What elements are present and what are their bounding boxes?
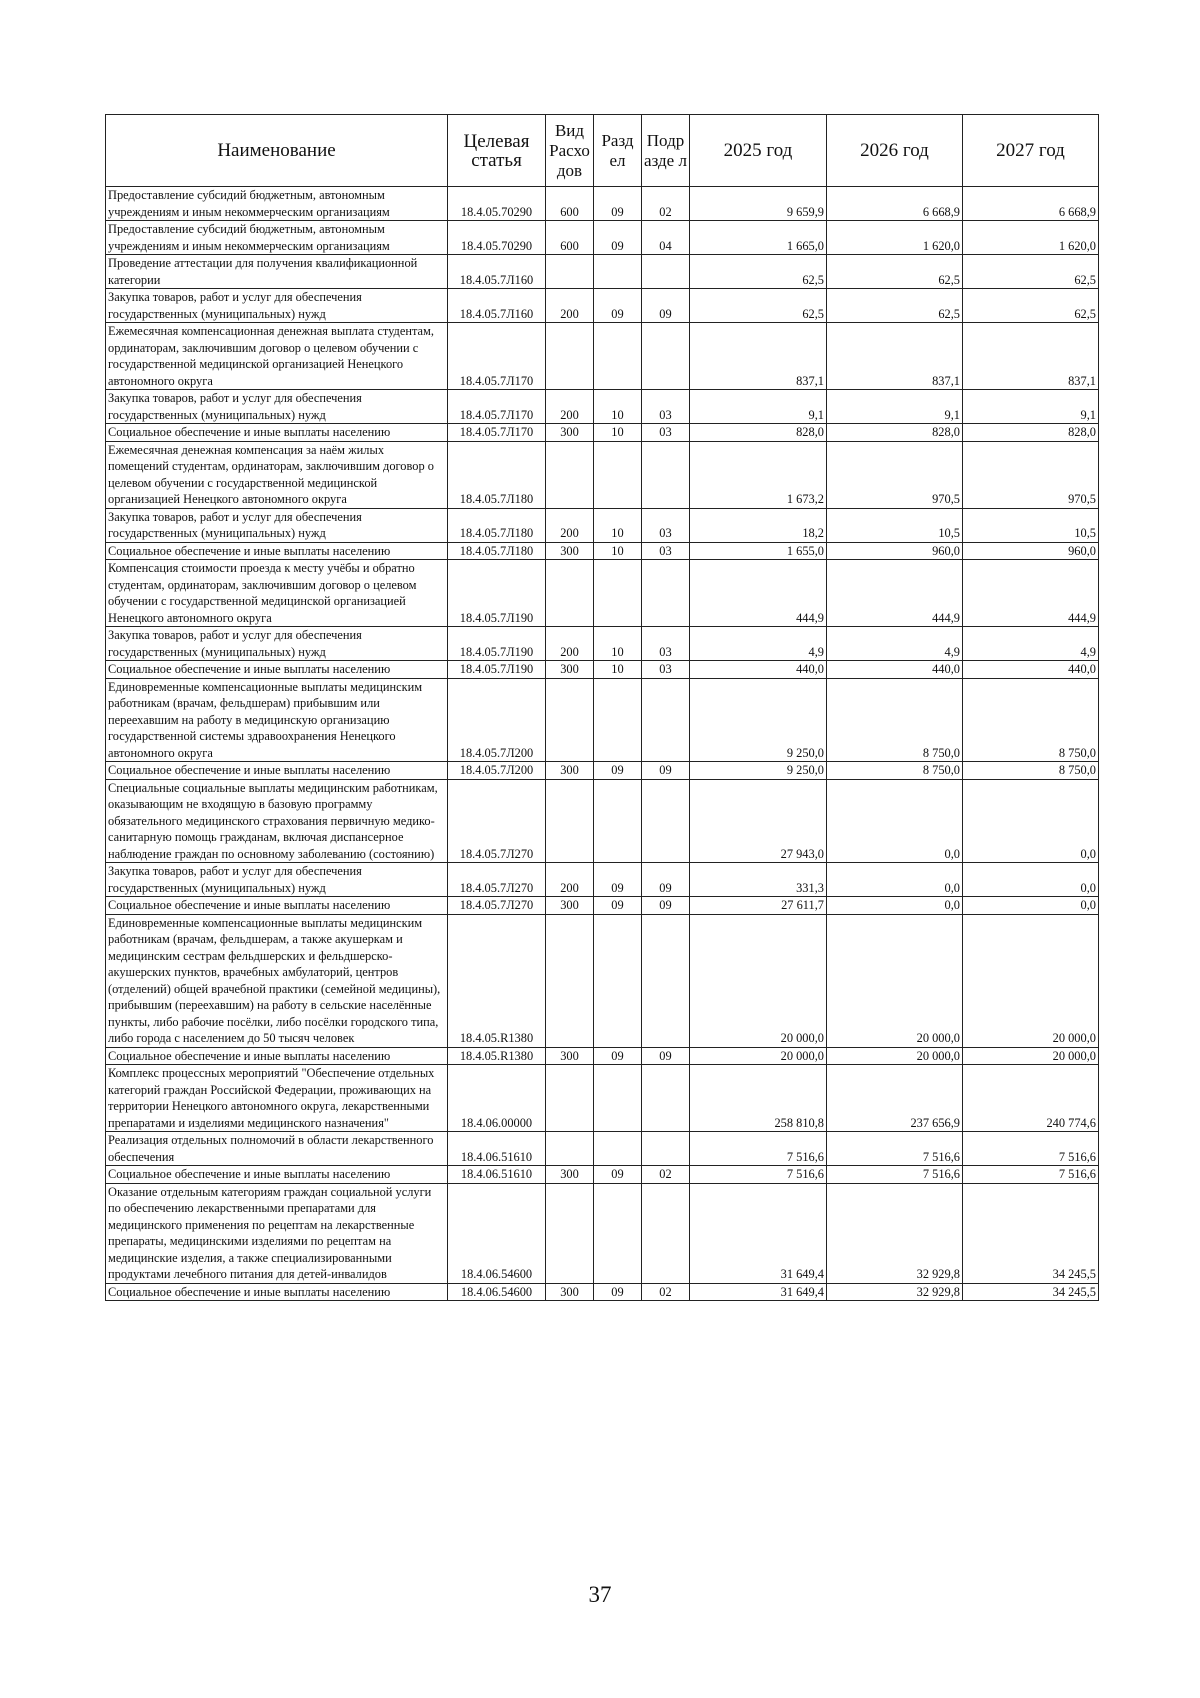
row-section-cell: 10 (594, 542, 642, 560)
row-subsection-cell: 03 (642, 508, 690, 542)
row-2026-cell: 8 750,0 (827, 762, 963, 780)
row-expense-type-cell: 300 (546, 762, 594, 780)
row-section-cell: 09 (594, 289, 642, 323)
row-target-cell: 18.4.05.7Л270 (448, 779, 546, 863)
row-subsection-cell (642, 914, 690, 1047)
row-subsection-cell: 02 (642, 1283, 690, 1301)
page-number: 37 (588, 1582, 612, 1607)
header-2025: 2025 год (690, 115, 827, 187)
row-2026-cell: 0,0 (827, 779, 963, 863)
table-body (106, 187, 1099, 1301)
table-row (106, 221, 1099, 255)
row-target-cell: 18.4.05.7Л190 (448, 661, 546, 679)
row-name-cell: Социальное обеспечение и иные выплаты населению (106, 897, 448, 915)
table-row (106, 1065, 1099, 1132)
row-subsection-cell (642, 323, 690, 390)
row-2027-cell: 837,1 (963, 323, 1099, 390)
row-2027-cell: 7 516,6 (963, 1166, 1099, 1184)
row-2025-cell: 444,9 (690, 560, 827, 627)
row-name-cell: Социальное обеспечение и иные выплаты населению (106, 1166, 448, 1184)
row-2026-cell: 10,5 (827, 508, 963, 542)
table-row (106, 678, 1099, 762)
row-section-cell: 10 (594, 661, 642, 679)
row-2027-cell: 1 620,0 (963, 221, 1099, 255)
budget-table (105, 114, 1099, 1301)
row-2025-cell: 331,3 (690, 863, 827, 897)
row-target-cell: 18.4.06.00000 (448, 1065, 546, 1132)
table-row (106, 1183, 1099, 1283)
row-2027-cell: 34 245,5 (963, 1183, 1099, 1283)
row-2026-cell: 1 620,0 (827, 221, 963, 255)
row-2027-cell: 0,0 (963, 897, 1099, 915)
row-expense-type-cell (546, 678, 594, 762)
table-row (106, 508, 1099, 542)
header-2026: 2026 год (827, 115, 963, 187)
row-2027-cell: 444,9 (963, 560, 1099, 627)
row-2027-cell: 34 245,5 (963, 1283, 1099, 1301)
row-target-cell: 18.4.05.7Л160 (448, 289, 546, 323)
row-target-cell: 18.4.05.7Л170 (448, 323, 546, 390)
row-subsection-cell: 02 (642, 1166, 690, 1184)
row-2026-cell: 960,0 (827, 542, 963, 560)
row-subsection-cell: 09 (642, 762, 690, 780)
row-target-cell: 18.4.05.7Л180 (448, 542, 546, 560)
row-expense-type-cell (546, 255, 594, 289)
row-2025-cell: 18,2 (690, 508, 827, 542)
row-2026-cell: 970,5 (827, 441, 963, 508)
row-subsection-cell (642, 255, 690, 289)
row-2026-cell: 4,9 (827, 627, 963, 661)
row-name-cell: Социальное обеспечение и иные выплаты населению (106, 1283, 448, 1301)
row-section-cell (594, 1065, 642, 1132)
row-section-cell: 09 (594, 762, 642, 780)
row-expense-type-cell: 300 (546, 1047, 594, 1065)
row-target-cell: 18.4.06.54600 (448, 1283, 546, 1301)
row-2026-cell: 0,0 (827, 897, 963, 915)
row-2027-cell: 20 000,0 (963, 1047, 1099, 1065)
row-2026-cell: 8 750,0 (827, 678, 963, 762)
table-row (106, 779, 1099, 863)
row-subsection-cell: 09 (642, 897, 690, 915)
row-name-cell: Социальное обеспечение и иные выплаты населению (106, 1047, 448, 1065)
row-target-cell: 18.4.05.7Л160 (448, 255, 546, 289)
row-section-cell: 09 (594, 187, 642, 221)
row-2027-cell: 4,9 (963, 627, 1099, 661)
row-2025-cell: 9 250,0 (690, 678, 827, 762)
row-2027-cell: 0,0 (963, 863, 1099, 897)
row-target-cell: 18.4.06.51610 (448, 1166, 546, 1184)
table-row (106, 897, 1099, 915)
row-2027-cell: 0,0 (963, 779, 1099, 863)
row-target-cell: 18.4.05.7Л180 (448, 508, 546, 542)
row-2026-cell: 828,0 (827, 424, 963, 442)
row-2026-cell: 32 929,8 (827, 1283, 963, 1301)
header-row (106, 115, 1099, 187)
row-2025-cell: 1 655,0 (690, 542, 827, 560)
row-2025-cell: 7 516,6 (690, 1166, 827, 1184)
row-section-cell (594, 678, 642, 762)
row-target-cell: 18.4.05.7Л200 (448, 678, 546, 762)
row-section-cell (594, 779, 642, 863)
row-2026-cell: 20 000,0 (827, 914, 963, 1047)
row-2026-cell: 837,1 (827, 323, 963, 390)
row-section-cell: 09 (594, 897, 642, 915)
table-row (106, 627, 1099, 661)
row-2025-cell: 20 000,0 (690, 914, 827, 1047)
row-name-cell: Ежемесячная денежная компенсация за наём жилых помещений студентам, ординаторам, заключившим договор о целевом обучении с государственной медицинской организацией Ненецкого автономного округа (106, 441, 448, 508)
row-expense-type-cell (546, 441, 594, 508)
row-2027-cell: 828,0 (963, 424, 1099, 442)
row-name-cell: Проведение аттестации для получения квалификационной категории (106, 255, 448, 289)
table-row (106, 863, 1099, 897)
row-name-cell: Единовременные компенсационные выплаты медицинским работникам (врачам, фельдшерам, а также акушеркам и медицинским сестрам фельдшерских и фельдшерско-акушерских пунктов, врачебных амбулаторий, центров (отделений) общей врачебной практики (семейной медицины), прибывшим (переехавшим) на работу в сельские населённые пункты, либо рабочие посёлки, либо посёлки городского типа, либо города с населением до 50 тысяч человек (106, 914, 448, 1047)
row-2025-cell: 440,0 (690, 661, 827, 679)
table-row (106, 323, 1099, 390)
row-name-cell: Единовременные компенсационные выплаты медицинским работникам (врачам, фельдшерам) прибывшим или переехавшим на работу в медицинскую организацию государственной системы здравоохранения Ненецкого автономного округа (106, 678, 448, 762)
table-row (106, 914, 1099, 1047)
row-subsection-cell: 09 (642, 1047, 690, 1065)
row-name-cell: Реализация отдельных полномочий в области лекарственного обеспечения (106, 1132, 448, 1166)
header-section: Разд ел (594, 115, 642, 187)
table-row (106, 1166, 1099, 1184)
row-section-cell: 09 (594, 221, 642, 255)
row-2025-cell: 27 943,0 (690, 779, 827, 863)
row-2026-cell: 440,0 (827, 661, 963, 679)
row-expense-type-cell: 200 (546, 508, 594, 542)
row-2026-cell: 237 656,9 (827, 1065, 963, 1132)
row-section-cell (594, 255, 642, 289)
row-2027-cell: 970,5 (963, 441, 1099, 508)
row-name-cell: Социальное обеспечение и иные выплаты населению (106, 542, 448, 560)
row-2025-cell: 1 673,2 (690, 441, 827, 508)
row-expense-type-cell: 200 (546, 390, 594, 424)
row-target-cell: 18.4.06.51610 (448, 1132, 546, 1166)
row-subsection-cell: 03 (642, 627, 690, 661)
header-name: Наименование (106, 115, 448, 187)
row-expense-type-cell: 300 (546, 424, 594, 442)
row-section-cell: 10 (594, 508, 642, 542)
row-2026-cell: 0,0 (827, 863, 963, 897)
row-subsection-cell (642, 1183, 690, 1283)
row-section-cell (594, 914, 642, 1047)
row-2025-cell: 31 649,4 (690, 1183, 827, 1283)
row-2027-cell: 9,1 (963, 390, 1099, 424)
header-subsection: Подр азде л (642, 115, 690, 187)
table-row (106, 424, 1099, 442)
row-name-cell: Компенсация стоимости проезда к месту учёбы и обратно студентам, ординаторам, заключившим договор о целевом обучении с государственной медицинской организацией Ненецкого автономного округа (106, 560, 448, 627)
row-target-cell: 18.4.05.7Л180 (448, 441, 546, 508)
row-name-cell: Социальное обеспечение и иные выплаты населению (106, 661, 448, 679)
row-expense-type-cell (546, 779, 594, 863)
row-2026-cell: 20 000,0 (827, 1047, 963, 1065)
row-section-cell: 09 (594, 1047, 642, 1065)
row-section-cell: 09 (594, 1283, 642, 1301)
row-2027-cell: 440,0 (963, 661, 1099, 679)
row-section-cell (594, 323, 642, 390)
header-expense-type: Вид Расхо дов (546, 115, 594, 187)
row-2027-cell: 8 750,0 (963, 678, 1099, 762)
row-name-cell: Оказание отдельным категориям граждан социальной услуги по обеспечению лекарственными препаратами для медицинского применения по рецептам на лекарственные препараты, медицинскими изделиями по рецептам на медицинские изделия, а также специализированными продуктами лечебного питания для детей-инвалидов (106, 1183, 448, 1283)
row-name-cell: Специальные социальные выплаты медицинским работникам, оказывающим не входящую в базовую программу обязательного медицинского страхования первичную медико-санитарную помощь гражданам, включая диспансерное наблюдение граждан по основному заболеванию (состоянию) (106, 779, 448, 863)
table-row (106, 661, 1099, 679)
row-subsection-cell (642, 779, 690, 863)
row-target-cell: 18.4.05.7Л170 (448, 424, 546, 442)
row-subsection-cell: 04 (642, 221, 690, 255)
row-2025-cell: 7 516,6 (690, 1132, 827, 1166)
row-subsection-cell (642, 1065, 690, 1132)
row-2025-cell: 62,5 (690, 255, 827, 289)
row-name-cell: Закупка товаров, работ и услуг для обеспечения государственных (муниципальных) нужд (106, 627, 448, 661)
row-target-cell: 18.4.05.7Л270 (448, 863, 546, 897)
row-section-cell: 09 (594, 863, 642, 897)
row-2027-cell: 62,5 (963, 255, 1099, 289)
row-expense-type-cell (546, 323, 594, 390)
table-row (106, 542, 1099, 560)
table-row (106, 762, 1099, 780)
row-2026-cell: 62,5 (827, 255, 963, 289)
row-expense-type-cell (546, 1132, 594, 1166)
row-name-cell: Комплекс процессных мероприятий "Обеспечение отдельных категорий граждан Российской Федерации, проживающих на территории Ненецкого автономного округа, лекарственными препаратами и изделиями медицинского назначения" (106, 1065, 448, 1132)
row-expense-type-cell (546, 560, 594, 627)
row-section-cell (594, 1132, 642, 1166)
row-target-cell: 18.4.05.70290 (448, 187, 546, 221)
row-subsection-cell: 03 (642, 542, 690, 560)
row-section-cell (594, 1183, 642, 1283)
row-2026-cell: 444,9 (827, 560, 963, 627)
row-2025-cell: 62,5 (690, 289, 827, 323)
row-2025-cell: 1 665,0 (690, 221, 827, 255)
row-subsection-cell (642, 678, 690, 762)
row-name-cell: Закупка товаров, работ и услуг для обеспечения государственных (муниципальных) нужд (106, 289, 448, 323)
row-2025-cell: 31 649,4 (690, 1283, 827, 1301)
row-2025-cell: 9,1 (690, 390, 827, 424)
row-expense-type-cell: 300 (546, 1166, 594, 1184)
row-name-cell: Социальное обеспечение и иные выплаты населению (106, 762, 448, 780)
row-2025-cell: 9 659,9 (690, 187, 827, 221)
table-row (106, 1047, 1099, 1065)
row-2027-cell: 20 000,0 (963, 914, 1099, 1047)
row-subsection-cell: 02 (642, 187, 690, 221)
row-name-cell: Ежемесячная компенсационная денежная выплата студентам, ординаторам, заключившим договор о целевом обучении с государственной медицинской организацией Ненецкого автономного округа (106, 323, 448, 390)
row-subsection-cell: 03 (642, 661, 690, 679)
row-section-cell: 10 (594, 424, 642, 442)
budget-page (105, 114, 1098, 1301)
row-section-cell: 09 (594, 1166, 642, 1184)
row-name-cell: Социальное обеспечение и иные выплаты населению (106, 424, 448, 442)
row-expense-type-cell: 300 (546, 542, 594, 560)
row-2025-cell: 9 250,0 (690, 762, 827, 780)
row-2027-cell: 62,5 (963, 289, 1099, 323)
row-2025-cell: 837,1 (690, 323, 827, 390)
row-subsection-cell: 09 (642, 863, 690, 897)
row-2027-cell: 6 668,9 (963, 187, 1099, 221)
row-2025-cell: 258 810,8 (690, 1065, 827, 1132)
row-section-cell (594, 560, 642, 627)
row-section-cell (594, 441, 642, 508)
row-2027-cell: 8 750,0 (963, 762, 1099, 780)
row-expense-type-cell: 200 (546, 289, 594, 323)
table-row (106, 1283, 1099, 1301)
header-2027: 2027 год (963, 115, 1099, 187)
row-2025-cell: 828,0 (690, 424, 827, 442)
row-2027-cell: 240 774,6 (963, 1065, 1099, 1132)
row-expense-type-cell: 300 (546, 1283, 594, 1301)
row-subsection-cell (642, 560, 690, 627)
row-expense-type-cell: 200 (546, 863, 594, 897)
row-name-cell: Закупка товаров, работ и услуг для обеспечения государственных (муниципальных) нужд (106, 390, 448, 424)
row-expense-type-cell (546, 1065, 594, 1132)
row-target-cell: 18.4.05.7Л190 (448, 627, 546, 661)
row-name-cell: Закупка товаров, работ и услуг для обеспечения государственных (муниципальных) нужд (106, 863, 448, 897)
table-row (106, 289, 1099, 323)
row-name-cell: Закупка товаров, работ и услуг для обеспечения государственных (муниципальных) нужд (106, 508, 448, 542)
table-row (106, 390, 1099, 424)
row-2027-cell: 960,0 (963, 542, 1099, 560)
table-row (106, 255, 1099, 289)
table-row (106, 441, 1099, 508)
row-2025-cell: 20 000,0 (690, 1047, 827, 1065)
row-target-cell: 18.4.05.70290 (448, 221, 546, 255)
row-section-cell: 10 (594, 390, 642, 424)
row-name-cell: Предоставление субсидий бюджетным, автономным учреждениям и иным некоммерческим организациям (106, 221, 448, 255)
row-target-cell: 18.4.05.7Л190 (448, 560, 546, 627)
row-expense-type-cell (546, 1183, 594, 1283)
row-expense-type-cell: 600 (546, 221, 594, 255)
row-target-cell: 18.4.05.7Л270 (448, 897, 546, 915)
row-2026-cell: 62,5 (827, 289, 963, 323)
row-target-cell: 18.4.06.54600 (448, 1183, 546, 1283)
row-2026-cell: 7 516,6 (827, 1166, 963, 1184)
row-expense-type-cell (546, 914, 594, 1047)
row-subsection-cell (642, 441, 690, 508)
row-2026-cell: 32 929,8 (827, 1183, 963, 1283)
row-name-cell: Предоставление субсидий бюджетным, автономным учреждениям и иным некоммерческим организациям (106, 187, 448, 221)
row-2025-cell: 4,9 (690, 627, 827, 661)
row-expense-type-cell: 600 (546, 187, 594, 221)
row-section-cell: 10 (594, 627, 642, 661)
row-2026-cell: 9,1 (827, 390, 963, 424)
table-row (106, 187, 1099, 221)
table-row (106, 1132, 1099, 1166)
row-expense-type-cell: 300 (546, 661, 594, 679)
row-expense-type-cell: 200 (546, 627, 594, 661)
row-2026-cell: 6 668,9 (827, 187, 963, 221)
row-subsection-cell (642, 1132, 690, 1166)
header-target: Целевая статья (448, 115, 546, 187)
row-target-cell: 18.4.05.7Л200 (448, 762, 546, 780)
row-target-cell: 18.4.05.R1380 (448, 914, 546, 1047)
row-2027-cell: 7 516,6 (963, 1132, 1099, 1166)
row-subsection-cell: 09 (642, 289, 690, 323)
row-expense-type-cell: 300 (546, 897, 594, 915)
row-subsection-cell: 03 (642, 424, 690, 442)
row-2027-cell: 10,5 (963, 508, 1099, 542)
table-row (106, 560, 1099, 627)
row-target-cell: 18.4.05.R1380 (448, 1047, 546, 1065)
row-target-cell: 18.4.05.7Л170 (448, 390, 546, 424)
row-2026-cell: 7 516,6 (827, 1132, 963, 1166)
row-subsection-cell: 03 (642, 390, 690, 424)
row-2025-cell: 27 611,7 (690, 897, 827, 915)
